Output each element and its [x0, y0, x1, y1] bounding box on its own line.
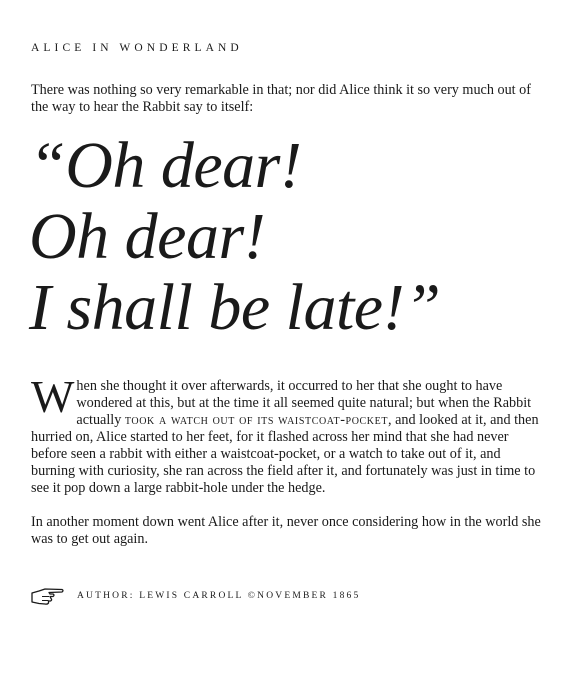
running-title: ALICE IN WONDERLAND	[31, 42, 243, 54]
intro-paragraph: There was nothing so very remarkable in that; nor did Alice think it so very much out of the way to hear the Rabbit say to itself:	[31, 82, 531, 115]
body-text-smallcaps: took a watch out of its waistcoat-pocket	[124, 412, 389, 428]
author-credit: AUTHOR: LEWIS CARROLL ©NOVEMBER 1865	[77, 591, 361, 601]
quote-line-2: Oh dear!	[29, 200, 266, 273]
body-text-part1: hen she thought it over afterwards, it occurred to her that she ought to have wondered at this, but at the time it all seemed quite natural; but when the Rabbit actually	[76, 378, 532, 428]
pull-quote	[29, 130, 440, 343]
quote-line-1: “Oh dear!	[29, 129, 302, 202]
quote-line-3: I shall be late!”	[29, 271, 441, 344]
body-text-part2: , and looked at it, and then hurried on, Alice started to her feet, for it flashed across her mind that she had never before seen a rabbit with either a waistcoat-pocket, or a watch to take out of it, and burning with curiosity, she ran across the field after it, and fortunately was just in time to see it pop down a large rabbit-hole under the hedge.	[31, 412, 539, 496]
body-paragraph	[31, 371, 541, 497]
author-footer	[31, 586, 360, 606]
drop-cap: W	[31, 371, 75, 422]
pointing-hand-icon	[31, 586, 65, 606]
second-paragraph: In another moment down went Alice after it, never once considering how in the world she was to get out again.	[31, 514, 541, 547]
